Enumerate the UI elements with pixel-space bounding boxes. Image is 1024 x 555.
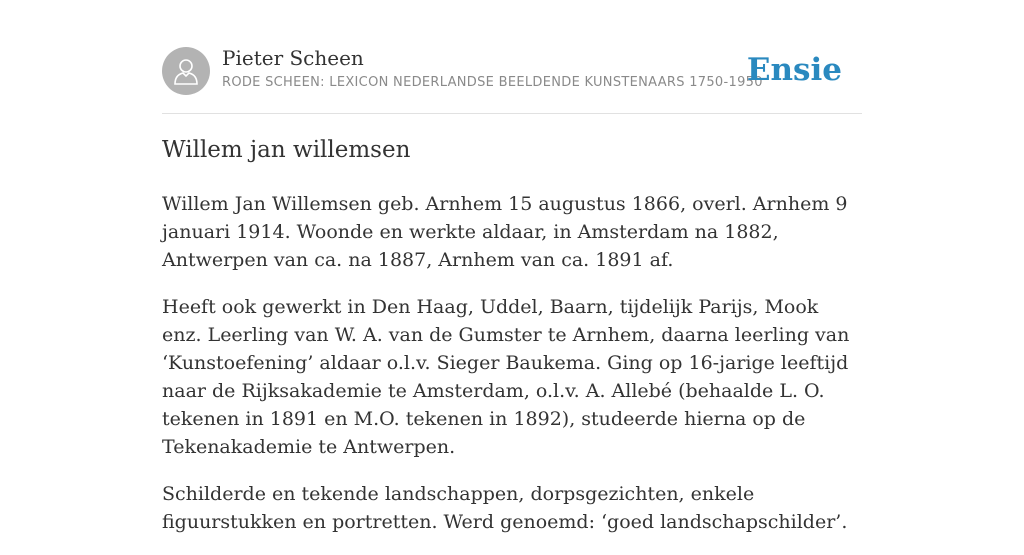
entry-header [162, 46, 862, 96]
paragraph: Willem Jan Willemsen geb. Arnhem 15 augustus 1866, overl. Arnhem 9 januari 1914. Woonde en werkte aldaar, in Amsterdam na 1882, Antwerpen van ca. na 1887, Arnhem van ca. 1891 af. [162, 193, 848, 271]
paragraph: Heeft ook gewerkt in Den Haag, Uddel, Baarn, tijdelijk Parijs, Mook enz. Leerling van W. A. van de Gumster te Arnhem, daarna leerling van ‘Kunstoefening’ aldaar o.l.v. Sieger Baukema. Ging op 16-jarige leeftijd naar de Rijksakademie te Amsterdam, o.l.v. A. Allebé (behaalde L. O. tekenen in 1891 en M.O. tekenen in 1892), studeerde hierna op de Tekenakademie te Antwerpen. [162, 296, 850, 458]
user-avatar-icon [173, 57, 199, 85]
source-title[interactable]: RODE SCHEEN: LEXICON NEDERLANDSE BEELDENDE KUNSTENAARS 1750-1950 [222, 75, 763, 90]
header-divider [162, 113, 862, 114]
page-title: Willem jan willemsen [162, 137, 411, 163]
article-body [162, 190, 862, 555]
author-name[interactable]: Pieter Scheen [222, 46, 364, 70]
author-avatar[interactable] [162, 47, 210, 95]
paragraph: Schilderde en tekende landschappen, dorpsgezichten, enkele figuurstukken en portretten. Werd genoemd: ‘goed landschapschilder’. [162, 483, 848, 533]
brand-logo[interactable]: Ensie [746, 52, 842, 88]
